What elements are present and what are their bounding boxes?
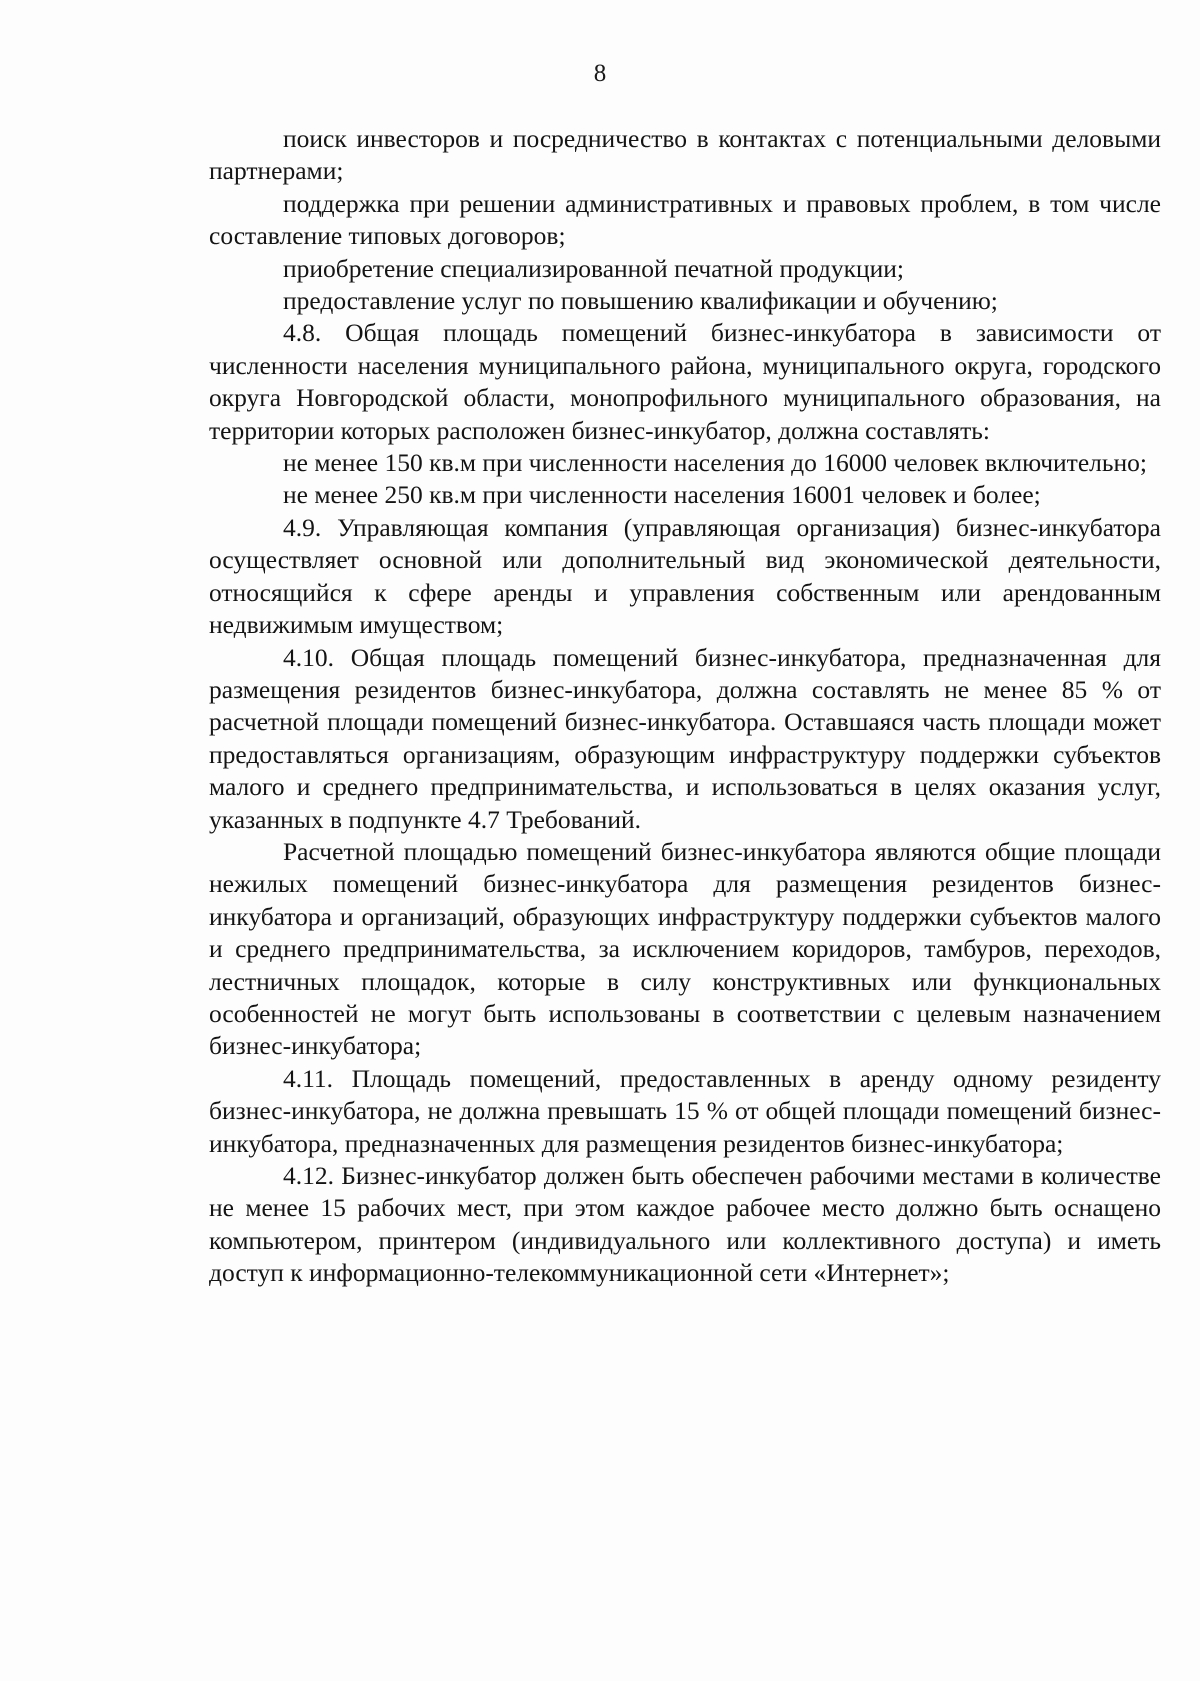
paragraph-training-services: предоставление услуг по повышению квалификации и обучению; [283,286,998,316]
paragraph-admin-legal-support: поддержка при решении административных и правовых проблем, в том числе составление типовых договоров; [209,188,1161,251]
paragraph-4-10-resident-area: 4.10. Общая площадь помещений бизнес-инкубатора, предназначенная для размещения резидентов бизнес-инкубатора, должна составлять не менее 85 % от расчетной площади помещений бизнес-инкубатора. Оставшаяся часть площади может предоставляться организациям, образующим инфраструктуру поддержки субъектов малого и среднего предпринимательства, и использоваться в целях оказания услуг, указанных в подпункте 4.7 Требований. [209,642,1161,834]
paragraph-area-150: не менее 150 кв.м при численности населения до 16000 человек включительно; [283,448,1147,478]
page-number: 8 [593,60,607,87]
paragraph-area-250: не менее 250 кв.м при численности населения 16001 человек и более; [283,480,1041,510]
paragraph-4-11-rented-area: 4.11. Площадь помещений, предоставленных в аренду одному резиденту бизнес-инкубатора, не должна превышать 15 % от общей площади помещений бизнес-инкубатора, предназначенных для размещения резидентов бизнес-инкубатора; [209,1063,1161,1158]
paragraph-investor-search: поиск инвесторов и посредничество в контактах с потенциальными деловыми партнерами; [209,124,1161,186]
paragraph-calculated-area: Расчетной площадью помещений бизнес-инкубатора являются общие площади нежилых помещений бизнес-инкубатора для размещения резидентов бизнес-инкубатора и организаций, образующих инфраструктуру поддержки субъектов малого и среднего предпринимательства, за исключением коридоров, тамбуров, переходов, лестничных площадок, которые в силу конструктивных или функциональных особенностей не могут быть использованы в соответствии с целевым назначением бизнес-инкубатора; [209,836,1161,1061]
paragraph-4-12-workplaces: 4.12. Бизнес-инкубатор должен быть обеспечен рабочими местами в количестве не менее 15 рабочих мест, при этом каждое рабочее место должно быть оснащено компьютером, принтером (индивидуального или коллективного доступа) и иметь доступ к информационно-телекоммуникационной сети «Интернет»; [209,1161,1161,1288]
paragraph-4-8-total-area: 4.8. Общая площадь помещений бизнес-инкубатора в зависимости от численности населения муниципального района, муниципального округа, городского округа Новгородской области, монопрофильного муниципального образования, на территории которых расположен бизнес-инкубатор, должна составлять: [209,318,1161,445]
document-body [209,123,1161,1290]
paragraph-4-9-management-company: 4.9. Управляющая компания (управляющая организация) бизнес-инкубатора осуществляет основной или дополнительный вид экономической деятельности, относящийся к сфере аренды и управления собственным или арендованным недвижимым имуществом; [209,512,1161,640]
paragraph-printed-products: приобретение специализированной печатной продукции; [283,253,905,283]
